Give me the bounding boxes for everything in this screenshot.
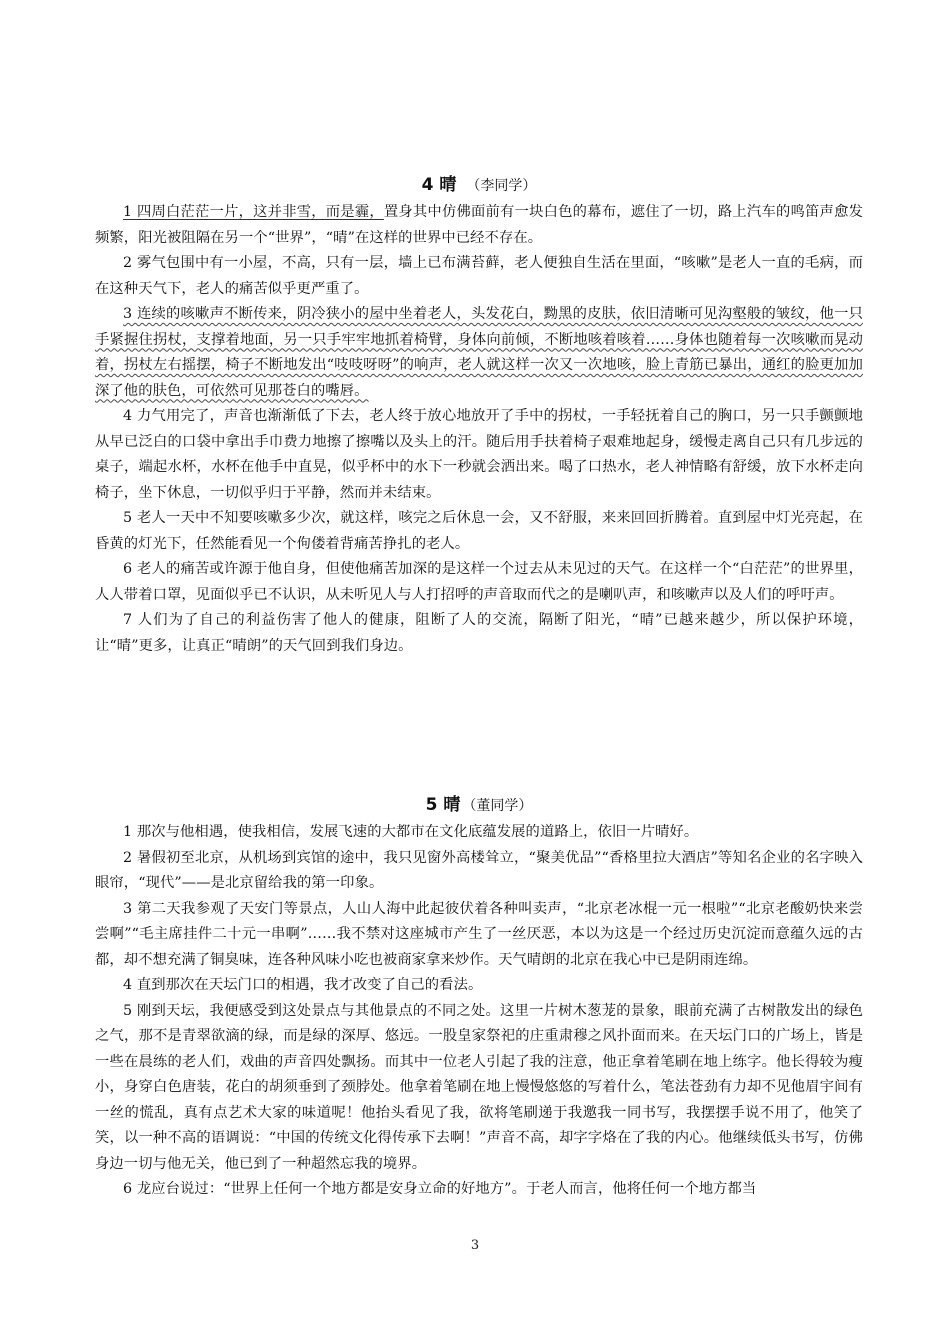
essay-5-paragraph-4: 4 直到那次在天坛门口的相遇，我才改变了自己的看法。 bbox=[123, 977, 483, 993]
essay-4-paragraph-6: 6 老人的痛苦或许源于他自身，但使他痛苦加深的是这样一个过去从未见过的天气。在这样一个“白茫茫”的世界里，人人带着口罩，见面似乎已不认识，从未听见人与人打招呼的声音取而代之的是喇叭声，和咳嗽声以及人们的呼吁声。 bbox=[95, 561, 863, 603]
underlined-phrase: 1 四周白茫茫一片，这并非雪，而是霾， bbox=[123, 204, 384, 220]
essay-5-author: （董同学） bbox=[462, 798, 533, 814]
essay-4 bbox=[95, 170, 863, 659]
page-number: 3 bbox=[470, 1238, 480, 1253]
essay-4-paragraph-1: 1 四周白茫茫一片，这并非雪，而是霾，置身其中仿佛面前有一块白色的幕布，遮住了一切，路上汽车的鸣笛声愈发频繁，阳光被阻隔在另一个“世界”，“晴”在这样的世界中已经不存在。 bbox=[95, 204, 863, 246]
essay-4-title bbox=[95, 170, 863, 200]
essay-5-number: 5 bbox=[425, 795, 438, 815]
essay-5-paragraph-2: 2 暑假初至北京，从机场到宾馆的途中，我只见窗外高楼耸立，“聚美优品”“香格里拉大酒店”等知名企业的名字映入眼帘，“现代”——是北京留给我的第一印象。 bbox=[95, 849, 863, 891]
essay-4-paragraph-4: 4 力气用完了，声音也渐渐低了下去，老人终于放心地放开了手中的拐杖，一手轻抚着自己的胸口，另一只手颤颤地从早已泛白的口袋中拿出手巾费力地擦了擦嘴以及头上的汗。随后用手扶着椅子艰难地起身，缓慢走离自己只有几步远的桌子，端起水杯，水杯在他手中直晃，似乎杯中的水下一秒就会洒出来。喝了口热水，老人神情略有舒缓，放下水杯走向椅子，坐下休息，一切似乎归于平静，然而并未结束。 bbox=[95, 408, 863, 501]
essay-5-title bbox=[95, 790, 863, 820]
essay-4-paragraph-2: 2 雾气包围中有一小屋，不高，只有一层，墙上已布满苔藓，老人便独自生活在里面，“咳嗽”是老人一直的毛病，而在这种天气下，老人的痛苦似乎更严重了。 bbox=[95, 255, 863, 297]
essay-4-paragraph-3 bbox=[95, 302, 863, 404]
essay-4-paragraph-7: 7 人们为了自己的利益伤害了他人的健康，阻断了人的交流，隔断了阳光，“晴”已越来越少，所以保护环境，让“晴”更多，让真正“晴朗”的天气回到我们身边。 bbox=[95, 612, 863, 654]
essay-5 bbox=[95, 790, 863, 1203]
essay-5-paragraph-5: 5 刚到天坛，我便感受到这处景点与其他景点的不同之处。这里一片树木葱茏的景象，眼前充满了古树散发出的绿色之气，那不是青翠欲滴的绿，而是绿的深厚、悠远。一股皇家祭祀的庄重肃穆之风扑面而来。在天坛门口的广场上，皆是一些在晨练的老人们，戏曲的声音四处飘扬。而其中一位老人引起了我的注意，他正拿着笔刷在地上练字。他长得较为瘦小，身穿白色唐装，花白的胡须垂到了颈脖处。他拿着笔刷在地上慢慢悠悠的写着什么，笔法苍劲有力却不见他眉宇间有一丝的慌乱，真有点艺术大家的味道呢！他抬头看见了我，欲将笔刷递于我邀我一同书写，我摆摆手说不用了，他笑了笑，以一种不高的语调说：“中国的传统文化得传承下去啊！”声音不高，却字字烙在了我的内心。他继续低头书写，仿佛身边一切与他无关，他已到了一种超然忘我的境界。 bbox=[95, 1002, 863, 1172]
wavy-underlined-passage: 3 连续的咳嗽声不断传来，阴冷狭小的屋中坐着老人，头发花白，黝黑的皮肤，依旧清晰可见沟壑般的皱纹，他一只手紧握住拐杖，支撑着地面，另一只手牢牢地抓着椅臂，身体向前倾，不断地咳着咳着……身体也随着每一次咳嗽而晃动着，拐杖左右摇摆，椅子不断地发出“吱吱呀呀”的响声，老人就这样一次又一次地咳，脸上青筋已暴出，通红的脸更加加深了他的肤色，可依然可见那苍白的嘴唇。 bbox=[95, 306, 863, 399]
essay-4-author: （李同学） bbox=[466, 178, 537, 194]
essay-4-number: 4 bbox=[421, 175, 434, 195]
essay-5-paragraph-1: 1 那次与他相遇，使我相信，发展飞速的大都市在文化底蕴发展的道路上，依旧一片晴好。 bbox=[123, 824, 699, 840]
essay-5-paragraph-6: 6 龙应台说过：“世界上任何一个地方都是安身立命的好地方”。于老人而言，他将任何一个地方都当 bbox=[123, 1181, 757, 1197]
essay-5-title-text: 晴 bbox=[443, 795, 461, 815]
essay-4-title-text: 晴 bbox=[439, 175, 457, 195]
essay-4-paragraph-5: 5 老人一天中不知要咳嗽多少次，就这样，咳完之后休息一会，又不舒服，来来回回折腾着。直到屋中灯光亮起，在昏黄的灯光下，任然能看见一个佝偻着背痛苦挣扎的老人。 bbox=[95, 510, 863, 552]
essay-5-paragraph-3: 3 第二天我参观了天安门等景点，人山人海中此起彼伏着各种叫卖声，“北京老冰棍一元一根啦”“北京老酸奶快来尝尝啊”“毛主席挂件二十元一串啊”……我不禁对这座城市产生了一丝厌恶，本以为这是一个经过历史沉淀而意蕴久远的古都，却不想充满了铜臭味，连各种风味小吃也被商家拿来炒作。天气晴朗的北京在我心中已是阴雨连绵。 bbox=[95, 900, 863, 968]
